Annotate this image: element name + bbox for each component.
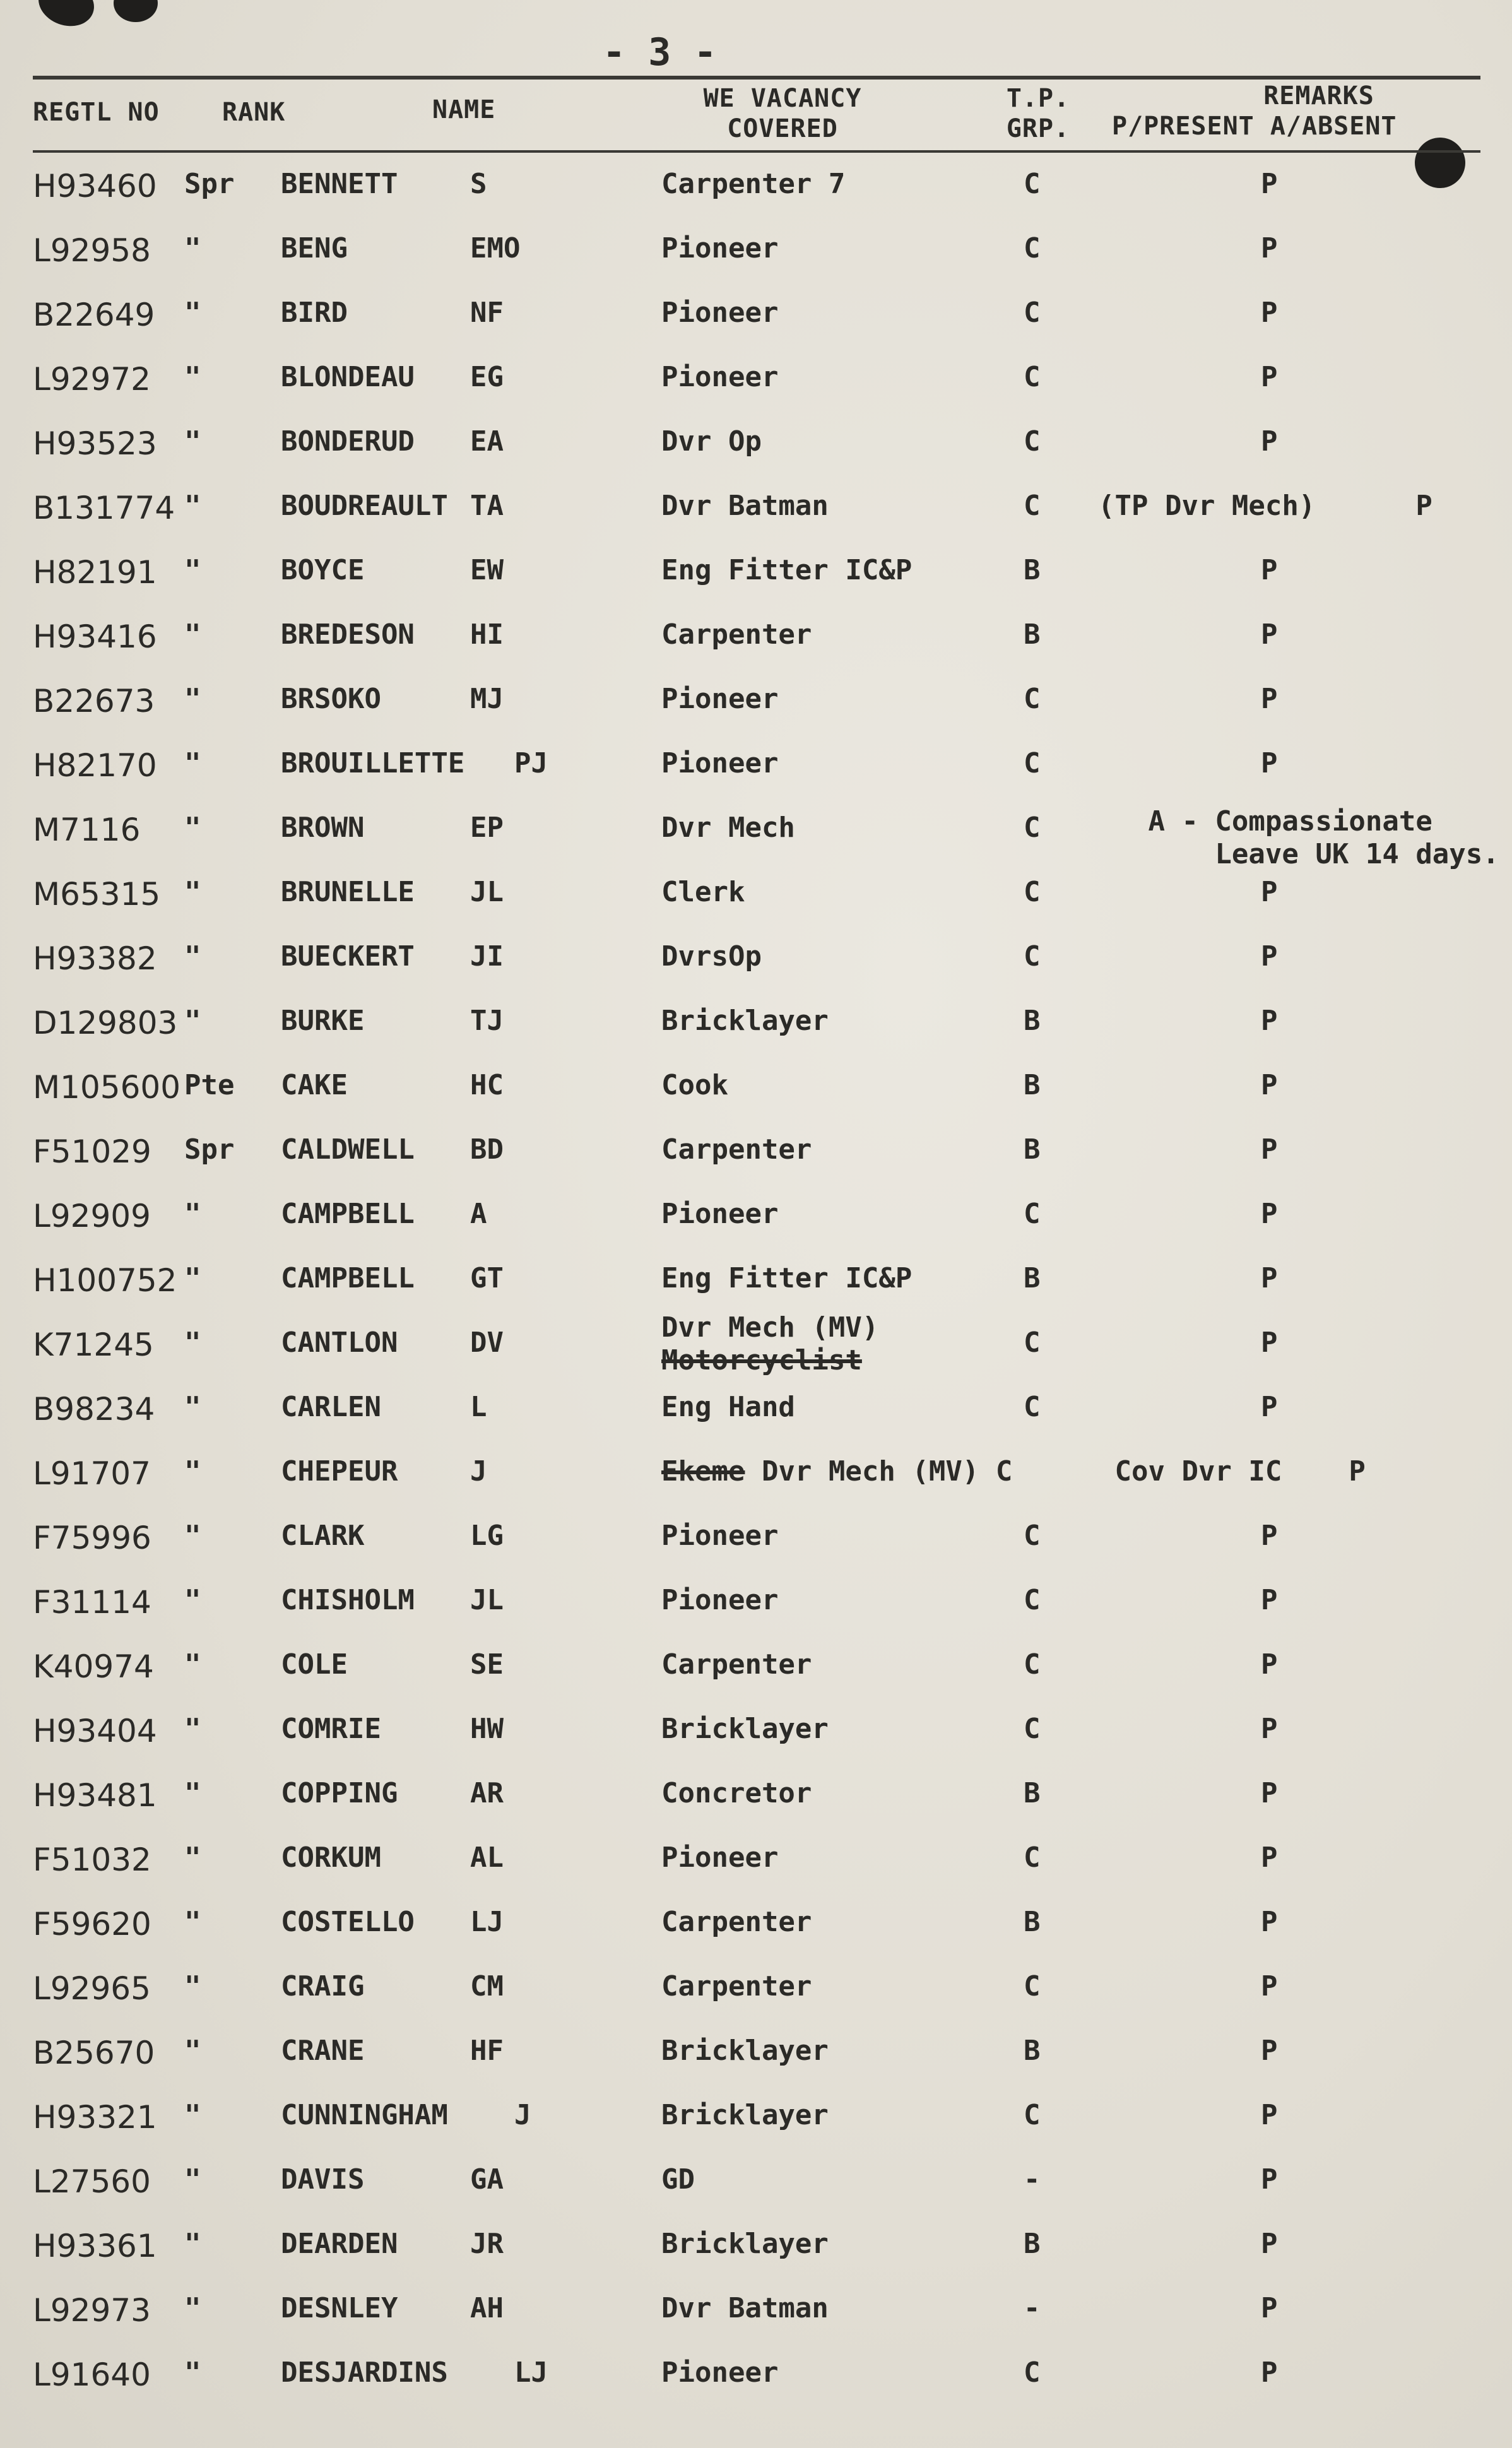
remark: P (1261, 2163, 1278, 2196)
table-row (0, 285, 1512, 350)
vacancy-trade: Dvr Batman (661, 490, 829, 522)
regtl-no: F31114 (33, 1584, 151, 1621)
table-row (0, 865, 1512, 929)
vacancy-trade: Carpenter (661, 618, 812, 651)
nominal-roll-table (0, 157, 1512, 2410)
surname: CHEPEUR (281, 1455, 398, 1487)
tp-group: C (1024, 1584, 1041, 1616)
remark: P (1261, 1391, 1278, 1423)
table-row (0, 2281, 1512, 2345)
surname: BENG (281, 232, 348, 264)
initials: EA (470, 425, 504, 458)
table-row (0, 929, 1512, 993)
surname: CARLEN (281, 1391, 381, 1423)
remark: P (1261, 1713, 1278, 1745)
table-row (0, 414, 1512, 478)
vacancy-trade-struck: Motorcyclist (661, 1344, 862, 1376)
remark: P (1261, 1133, 1278, 1166)
surname: CAMPBELL (281, 1198, 415, 1230)
vacancy-trade: GD (661, 2163, 695, 2196)
table-row (0, 800, 1512, 870)
regtl-no: K40974 (33, 1648, 154, 1685)
tp-group: C (1024, 1842, 1041, 1874)
header-vacancy-1: WE VACANCY (703, 84, 862, 113)
initials: J (470, 1455, 487, 1487)
header-vacancy-2: COVERED (727, 114, 838, 143)
rank: " (184, 1455, 201, 1487)
vacancy-trade: DvrsOp (661, 940, 762, 973)
remark-note: Cov Dvr IC P (1098, 1455, 1366, 1487)
surname: BIRD (281, 297, 348, 329)
remark: P (1261, 1327, 1278, 1359)
remark: P (1261, 683, 1278, 715)
surname: COPPING (281, 1777, 398, 1809)
initials: TA (470, 490, 504, 522)
header-regtl-no: REGTL NO (33, 98, 160, 127)
table-row (0, 2152, 1512, 2216)
tp-group: C (1024, 1648, 1041, 1681)
table-row (0, 1508, 1512, 1573)
remark-note: (TP Dvr Mech) P (1098, 490, 1432, 522)
tp-group: B (1024, 1005, 1041, 1037)
surname: CLARK (281, 1520, 365, 1552)
regtl-no: H93523 (33, 425, 157, 462)
rank: " (184, 1970, 201, 2002)
rank: " (184, 425, 201, 458)
surname: BLONDEAU (281, 361, 415, 393)
tp-group: C (1024, 1970, 1041, 2002)
tp-group: C (1024, 1520, 1041, 1552)
rank: " (184, 2356, 201, 2389)
table-row (0, 350, 1512, 414)
rank: " (184, 490, 201, 522)
initials: AH (470, 2292, 504, 2324)
vacancy-trade: Pioneer (661, 2356, 779, 2389)
tp-group: C (1024, 876, 1041, 908)
regtl-no: D129803 (33, 1005, 178, 1041)
tp-group: C (1024, 1327, 1041, 1359)
surname: CAMPBELL (281, 1262, 415, 1294)
surname: CORKUM (281, 1842, 381, 1874)
regtl-no: F51032 (33, 1842, 151, 1878)
surname: BRUNELLE (281, 876, 415, 908)
initials: JR (470, 2228, 504, 2260)
rank: " (184, 1520, 201, 1552)
remark: P (1261, 297, 1278, 329)
remark: P (1261, 1906, 1278, 1938)
tp-group: B (1024, 1069, 1041, 1101)
table-row (0, 2023, 1512, 2088)
vacancy-trade: Bricklayer (661, 2099, 829, 2131)
header-remarks-2: P/PRESENT A/ABSENT (1112, 112, 1397, 141)
regtl-no: F59620 (33, 1906, 151, 1942)
table-row (0, 1959, 1512, 2023)
rank: " (184, 1327, 201, 1359)
rank: " (184, 1198, 201, 1230)
regtl-no: H82191 (33, 554, 157, 591)
tp-group: C (1024, 2099, 1041, 2131)
remark: P (1261, 1262, 1278, 1294)
vacancy-trade: Carpenter (661, 1133, 812, 1166)
remark: P (1261, 1005, 1278, 1037)
surname: BUECKERT (281, 940, 415, 973)
vacancy-trade: Bricklayer (661, 1713, 829, 1745)
regtl-no: H93460 (33, 168, 157, 204)
table-row (0, 478, 1512, 543)
remark: P (1261, 940, 1278, 973)
surname: BOYCE (281, 554, 365, 586)
tp-group: - (1024, 2292, 1041, 2324)
table-row (0, 2216, 1512, 2281)
table-row (0, 607, 1512, 671)
header-remarks-1: REMARKS (1263, 81, 1374, 110)
initials: PJ (514, 747, 548, 779)
tp-group: C (1024, 232, 1041, 264)
table-row (0, 2088, 1512, 2152)
surname: CUNNINGHAM (281, 2099, 448, 2131)
vacancy-trade: Pioneer (661, 1520, 779, 1552)
remark: P (1261, 1842, 1278, 1874)
table-row (0, 1311, 1512, 1380)
initials: S (470, 168, 487, 200)
surname: CHISHOLM (281, 1584, 415, 1616)
regtl-no: H93361 (33, 2228, 157, 2264)
regtl-no: M65315 (33, 876, 161, 913)
tp-group: B (1024, 1777, 1041, 1809)
table-row (0, 1573, 1512, 1637)
tp-group: C (1024, 1391, 1041, 1423)
tp-group: C (1024, 747, 1041, 779)
rank: " (184, 1648, 201, 1681)
regtl-no: L92965 (33, 1970, 151, 2007)
regtl-no: L27560 (33, 2163, 151, 2200)
regtl-no: B25670 (33, 2035, 155, 2071)
tp-group: C (1024, 1713, 1041, 1745)
vacancy-trade: Cook (661, 1069, 728, 1101)
remark: P (1261, 618, 1278, 651)
rank: " (184, 1777, 201, 1809)
vacancy-trade-corrected: Dvr Mech (MV) (661, 1311, 879, 1344)
initials: GT (470, 1262, 504, 1294)
remark: P (1261, 876, 1278, 908)
rank: " (184, 747, 201, 779)
vacancy-trade: Eng Fitter IC&P (661, 1262, 913, 1294)
regtl-no: M7116 (33, 812, 141, 848)
initials: MJ (470, 683, 504, 715)
surname: BRSOKO (281, 683, 381, 715)
tp-group: C (1024, 812, 1041, 844)
vacancy-trade: Carpenter 7 (661, 168, 846, 200)
table-row (0, 993, 1512, 1058)
regtl-no: B22673 (33, 683, 155, 719)
table-row (0, 1766, 1512, 1830)
header-top-rule (33, 76, 1480, 80)
tp-group: C (1024, 361, 1041, 393)
regtl-no: H93481 (33, 1777, 157, 1814)
regtl-no: H82170 (33, 747, 157, 784)
initials: LJ (514, 2356, 548, 2389)
initials: JL (470, 1584, 504, 1616)
remark: P (1261, 2356, 1278, 2389)
initials: BD (470, 1133, 504, 1166)
surname: COSTELLO (281, 1906, 415, 1938)
header-tp-2: GRP. (1006, 114, 1070, 143)
initials: LG (470, 1520, 504, 1552)
table-row (0, 1637, 1512, 1701)
rank: " (184, 812, 201, 844)
rank: " (184, 1713, 201, 1745)
rank: " (184, 1391, 201, 1423)
surname: BROWN (281, 812, 365, 844)
tp-group: C (1024, 490, 1041, 522)
ink-blot-top-left (32, 0, 101, 33)
rank: " (184, 2163, 201, 2196)
remark: P (1261, 232, 1278, 264)
remark: P (1261, 1584, 1278, 1616)
regtl-no: H93382 (33, 940, 157, 977)
initials: NF (470, 297, 504, 329)
initials: JI (470, 940, 504, 973)
tp-group: B (1024, 1133, 1041, 1166)
tp-group: C (1024, 297, 1041, 329)
surname: CRANE (281, 2035, 365, 2067)
initials: A (470, 1198, 487, 1230)
vacancy-trade-struck: Ekeme (661, 1455, 745, 1487)
vacancy-trade: Pioneer (661, 1198, 779, 1230)
tp-group: - (1024, 2163, 1041, 2196)
regtl-no: L92958 (33, 232, 151, 269)
initials: AR (470, 1777, 504, 1809)
surname: BOUDREAULT (281, 490, 448, 522)
vacancy-trade: Carpenter (661, 1648, 812, 1681)
table-row (0, 1701, 1512, 1766)
vacancy-trade: Bricklayer (661, 2228, 829, 2260)
header-name: NAME (432, 95, 496, 124)
regtl-no: L91640 (33, 2356, 151, 2393)
regtl-no: B131774 (33, 490, 175, 526)
tp-group: B (1024, 554, 1041, 586)
initials: HI (470, 618, 504, 651)
regtl-no: H93321 (33, 2099, 157, 2136)
regtl-no: F51029 (33, 1133, 151, 1170)
table-row (0, 157, 1512, 221)
surname: DAVIS (281, 2163, 365, 2196)
remark: P (1261, 2292, 1278, 2324)
initials: LJ (470, 1906, 504, 1938)
rank: " (184, 940, 201, 973)
regtl-no: K71245 (33, 1327, 154, 1363)
remark: P (1261, 2035, 1278, 2067)
rank: " (184, 618, 201, 651)
table-row (0, 1444, 1512, 1508)
initials: J (514, 2099, 531, 2131)
vacancy-trade: Concretor (661, 1777, 812, 1809)
remark: P (1261, 2099, 1278, 2131)
vacancy-trade: Pioneer (661, 297, 779, 329)
remark: P (1261, 747, 1278, 779)
regtl-no: L91707 (33, 1455, 151, 1492)
vacancy-trade (661, 1455, 1012, 1487)
surname: DEARDEN (281, 2228, 398, 2260)
rank: Spr (184, 1133, 235, 1166)
surname: BROUILLETTE (281, 747, 465, 779)
initials: HF (470, 2035, 504, 2067)
tp-group: B (1024, 618, 1041, 651)
table-row (0, 543, 1512, 607)
surname: DESNLEY (281, 2292, 398, 2324)
vacancy-trade: Bricklayer (661, 1005, 829, 1037)
regtl-no: H93404 (33, 1713, 157, 1749)
vacancy-trade (661, 1311, 878, 1377)
remark: P (1261, 554, 1278, 586)
vacancy-trade: Dvr Batman (661, 2292, 829, 2324)
initials: EMO (470, 232, 521, 264)
regtl-no: F75996 (33, 1520, 151, 1556)
initials: EG (470, 361, 504, 393)
surname: CRAIG (281, 1970, 365, 2002)
header-tp-1: T.P. (1006, 84, 1070, 113)
initials: L (470, 1391, 487, 1423)
vacancy-trade: Eng Hand (661, 1391, 795, 1423)
rank: " (184, 361, 201, 393)
initials: CM (470, 1970, 504, 2002)
regtl-no: H100752 (33, 1262, 177, 1299)
regtl-no: B98234 (33, 1391, 155, 1428)
regtl-no: M105600 (33, 1069, 181, 1106)
ink-blot-top-left-2 (114, 0, 158, 22)
vacancy-trade: Eng Fitter IC&P (661, 554, 913, 586)
initials: DV (470, 1327, 504, 1359)
remark: P (1261, 425, 1278, 458)
initials: TJ (470, 1005, 504, 1037)
initials: AL (470, 1842, 504, 1874)
tp-group: C (1024, 940, 1041, 973)
header-rank: RANK (222, 98, 286, 127)
vacancy-trade: Pioneer (661, 1842, 779, 1874)
regtl-no: L92909 (33, 1198, 151, 1234)
tp-group: B (1024, 2035, 1041, 2067)
initials: HC (470, 1069, 504, 1101)
surname: COLE (281, 1648, 348, 1681)
tp-group: C (1024, 168, 1041, 200)
tp-group: B (1024, 2228, 1041, 2260)
table-row (0, 1186, 1512, 1251)
tp-group: C (1024, 2356, 1041, 2389)
rank: " (184, 2228, 201, 2260)
tp-group: C (1024, 683, 1041, 715)
table-row (0, 736, 1512, 800)
surname: CAKE (281, 1069, 348, 1101)
surname: CANTLON (281, 1327, 398, 1359)
table-row (0, 1058, 1512, 1122)
rank: Spr (184, 168, 235, 200)
surname: BONDERUD (281, 425, 415, 458)
rank: " (184, 876, 201, 908)
initials: GA (470, 2163, 504, 2196)
vacancy-trade: Pioneer (661, 683, 779, 715)
vacancy-trade: Carpenter (661, 1970, 812, 2002)
page-number: - 3 - (603, 30, 717, 74)
vacancy-trade: Clerk (661, 876, 745, 908)
rank: " (184, 2099, 201, 2131)
surname: CALDWELL (281, 1133, 415, 1166)
surname: BURKE (281, 1005, 365, 1037)
vacancy-trade: Pioneer (661, 1584, 779, 1616)
remark: P (1261, 361, 1278, 393)
tp-group: B (1024, 1906, 1041, 1938)
surname: COMRIE (281, 1713, 381, 1745)
vacancy-trade: Pioneer (661, 232, 779, 264)
rank: " (184, 1584, 201, 1616)
remark: P (1261, 2228, 1278, 2260)
tp-group: C (1024, 1198, 1041, 1230)
table-row (0, 2345, 1512, 2410)
regtl-no: B22649 (33, 297, 155, 333)
regtl-no: H93416 (33, 618, 157, 655)
vacancy-trade-corrected: Dvr Mech (MV) C (761, 1455, 1013, 1487)
initials: HW (470, 1713, 504, 1745)
rank: " (184, 683, 201, 715)
vacancy-trade: Pioneer (661, 361, 779, 393)
regtl-no: L92972 (33, 361, 151, 398)
tp-group: C (1024, 425, 1041, 458)
rank: " (184, 554, 201, 586)
vacancy-trade: Carpenter (661, 1906, 812, 1938)
table-row (0, 221, 1512, 285)
rank: " (184, 1005, 201, 1037)
rank: " (184, 2292, 201, 2324)
vacancy-trade: Pioneer (661, 747, 779, 779)
remark: P (1261, 168, 1278, 200)
table-row (0, 671, 1512, 736)
remark: P (1261, 1777, 1278, 1809)
surname: DESJARDINS (281, 2356, 448, 2389)
table-row (0, 1895, 1512, 1959)
vacancy-trade: Dvr Mech (661, 812, 795, 844)
rank: " (184, 297, 201, 329)
initials: JL (470, 876, 504, 908)
remark-note: A - Compassionate Leave UK 14 days. (1148, 805, 1499, 870)
remark: P (1261, 1520, 1278, 1552)
remark: P (1261, 1648, 1278, 1681)
surname: BREDESON (281, 618, 415, 651)
rank: " (184, 1262, 201, 1294)
table-row (0, 1380, 1512, 1444)
table-row (0, 1122, 1512, 1186)
table-row (0, 1251, 1512, 1315)
rank: " (184, 2035, 201, 2067)
rank: " (184, 232, 201, 264)
initials: SE (470, 1648, 504, 1681)
header-bottom-rule (33, 150, 1480, 153)
remark: P (1261, 1069, 1278, 1101)
initials: EW (470, 554, 504, 586)
rank: " (184, 1906, 201, 1938)
rank: " (184, 1842, 201, 1874)
vacancy-trade: Bricklayer (661, 2035, 829, 2067)
remark: P (1261, 1198, 1278, 1230)
vacancy-trade: Dvr Op (661, 425, 762, 458)
tp-group: B (1024, 1262, 1041, 1294)
table-row (0, 1830, 1512, 1895)
regtl-no: L92973 (33, 2292, 151, 2329)
surname: BENNETT (281, 168, 398, 200)
rank: Pte (184, 1069, 235, 1101)
initials: EP (470, 812, 504, 844)
remark: P (1261, 1970, 1278, 2002)
